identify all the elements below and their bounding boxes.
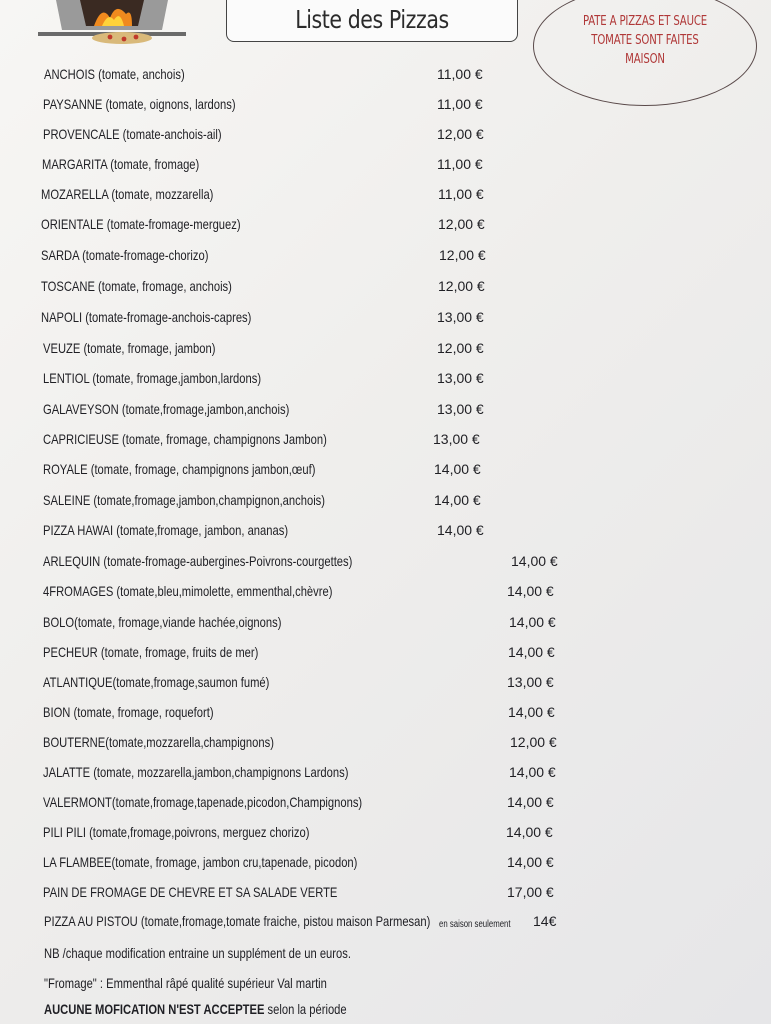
pizza-name: PIZZA HAWAI (tomate,fromage, jambon, ananas): [43, 522, 289, 538]
page-title: Liste des Pizzas: [295, 5, 449, 34]
pizza-name: PROVENCALE (tomate-anchois-ail): [43, 126, 222, 142]
pizza-name: SARDA (tomate-fromage-chorizo): [41, 247, 209, 263]
note-line-1: PATE A PIZZAS ET SAUCE: [582, 14, 708, 29]
pizza-price: 13,00 €: [437, 309, 484, 325]
seasonal-note: en saison seulement: [439, 919, 511, 930]
pizza-price: 14,00 €: [507, 854, 554, 870]
pizza-oven-logo: [36, 0, 188, 44]
pizza-price: 13,00 €: [437, 401, 484, 417]
pizza-name: PIZZA AU PISTOU (tomate,fromage,tomate fraiche, pistou maison Parmesan): [44, 913, 431, 929]
pizza-name: PILI PILI (tomate,fromage,poivrons, merguez chorizo): [43, 824, 310, 840]
note-line-3: MAISON: [625, 52, 665, 67]
warning-rest: selon la période: [264, 1001, 347, 1017]
pizza-price: 14,00 €: [434, 461, 481, 477]
pizza-price: 12,00 €: [438, 278, 485, 294]
pizza-name: GALAVEYSON (tomate,fromage,jambon,anchois): [43, 401, 290, 417]
pizza-price: 11,00 €: [437, 156, 483, 172]
pizza-name: PAIN DE FROMAGE DE CHEVRE ET SA SALADE VERTE: [43, 884, 338, 900]
pizza-name: NAPOLI (tomate-fromage-anchois-capres): [41, 309, 252, 325]
pizza-name: LENTIOL (tomate, fromage,jambon,lardons): [43, 370, 262, 386]
pizza-name: JALATTE (tomate, mozzarella,jambon,champignons Lardons): [43, 764, 349, 780]
pizza-price: 14,00 €: [507, 794, 554, 810]
pizza-price: 14,00 €: [434, 492, 481, 508]
pizza-name: BOLO(tomate, fromage,viande hachée,oignons): [43, 614, 282, 630]
pizza-name: 4FROMAGES (tomate,bleu,mimolette, emmenthal,chèvre): [43, 583, 333, 599]
pizza-price: 12,00 €: [439, 247, 486, 263]
pizza-price: 14,00 €: [507, 583, 554, 599]
pizza-name: ORIENTALE (tomate-fromage-merguez): [41, 216, 241, 232]
pizza-price: 14,00 €: [509, 614, 556, 630]
pizza-name: BION (tomate, fromage, roquefort): [43, 704, 214, 720]
pizza-price: 12,00 €: [437, 340, 484, 356]
pizza-name: BOUTERNE(tomate,mozzarella,champignons): [43, 734, 274, 750]
pizza-name: TOSCANE (tomate, fromage, anchois): [41, 278, 232, 294]
pizza-name: PECHEUR (tomate, fromage, fruits de mer): [43, 644, 259, 660]
pizza-price: 11,00 €: [437, 66, 483, 82]
pizza-name: ARLEQUIN (tomate-fromage-aubergines-Poivrons-courgettes): [43, 553, 353, 569]
pizza-price: 14,00 €: [508, 644, 555, 660]
pizza-price: 12,00 €: [438, 216, 485, 232]
pizza-name: CAPRICIEUSE (tomate, fromage, champignons Jambon): [43, 431, 327, 447]
pizza-price: 17,00 €: [507, 884, 554, 900]
pizza-price: 13,00 €: [433, 431, 480, 447]
pizza-name: PAYSANNE (tomate, oignons, lardons): [43, 96, 236, 112]
pizza-name: MOZARELLA (tomate, mozzarella): [41, 186, 214, 202]
warning-note: [44, 1001, 347, 1017]
pizza-name: SALEINE (tomate,fromage,jambon,champignon,anchois): [43, 492, 326, 508]
pizza-name: VALERMONT(tomate,fromage,tapenade,picodon,Champignons): [43, 794, 363, 810]
pizza-price: 14€: [533, 913, 557, 929]
pizza-price: 13,00 €: [437, 370, 484, 386]
pizza-price: 14,00 €: [509, 764, 556, 780]
pizza-price: 14,00 €: [506, 824, 553, 840]
title-box: [226, 0, 518, 42]
pizza-price: 14,00 €: [511, 553, 558, 569]
pizza-price: 11,00 €: [437, 96, 483, 112]
pizza-price: 13,00 €: [507, 674, 554, 690]
pizza-name: LA FLAMBEE(tomate, fromage, jambon cru,tapenade, picodon): [43, 854, 358, 870]
pizza-price: 11,00 €: [438, 186, 484, 202]
warning-bold: AUCUNE MOFICATION N'EST ACCEPTEE: [44, 1001, 265, 1017]
note-line-2: TOMATE SONT FAITES: [591, 33, 699, 48]
pizza-name: ANCHOIS (tomate, anchois): [44, 66, 185, 82]
pizza-price: 14,00 €: [437, 522, 484, 538]
pizza-price: 12,00 €: [510, 734, 557, 750]
pizza-name: MARGARITA (tomate, fromage): [42, 156, 200, 172]
pizza-name: VEUZE (tomate, fromage, jambon): [43, 340, 216, 356]
nb-note: NB /chaque modification entraine un supplément de un euros.: [44, 945, 351, 961]
pizza-name: ATLANTIQUE(tomate,fromage,saumon fumé): [43, 674, 270, 690]
fromage-note: "Fromage" : Emmenthal râpé qualité supérieur Val martin: [44, 975, 327, 991]
pizza-price: 12,00 €: [437, 126, 484, 142]
pizza-price: 14,00 €: [508, 704, 555, 720]
pizza-name: ROYALE (tomate, fromage, champignons jambon,œuf): [43, 461, 316, 477]
